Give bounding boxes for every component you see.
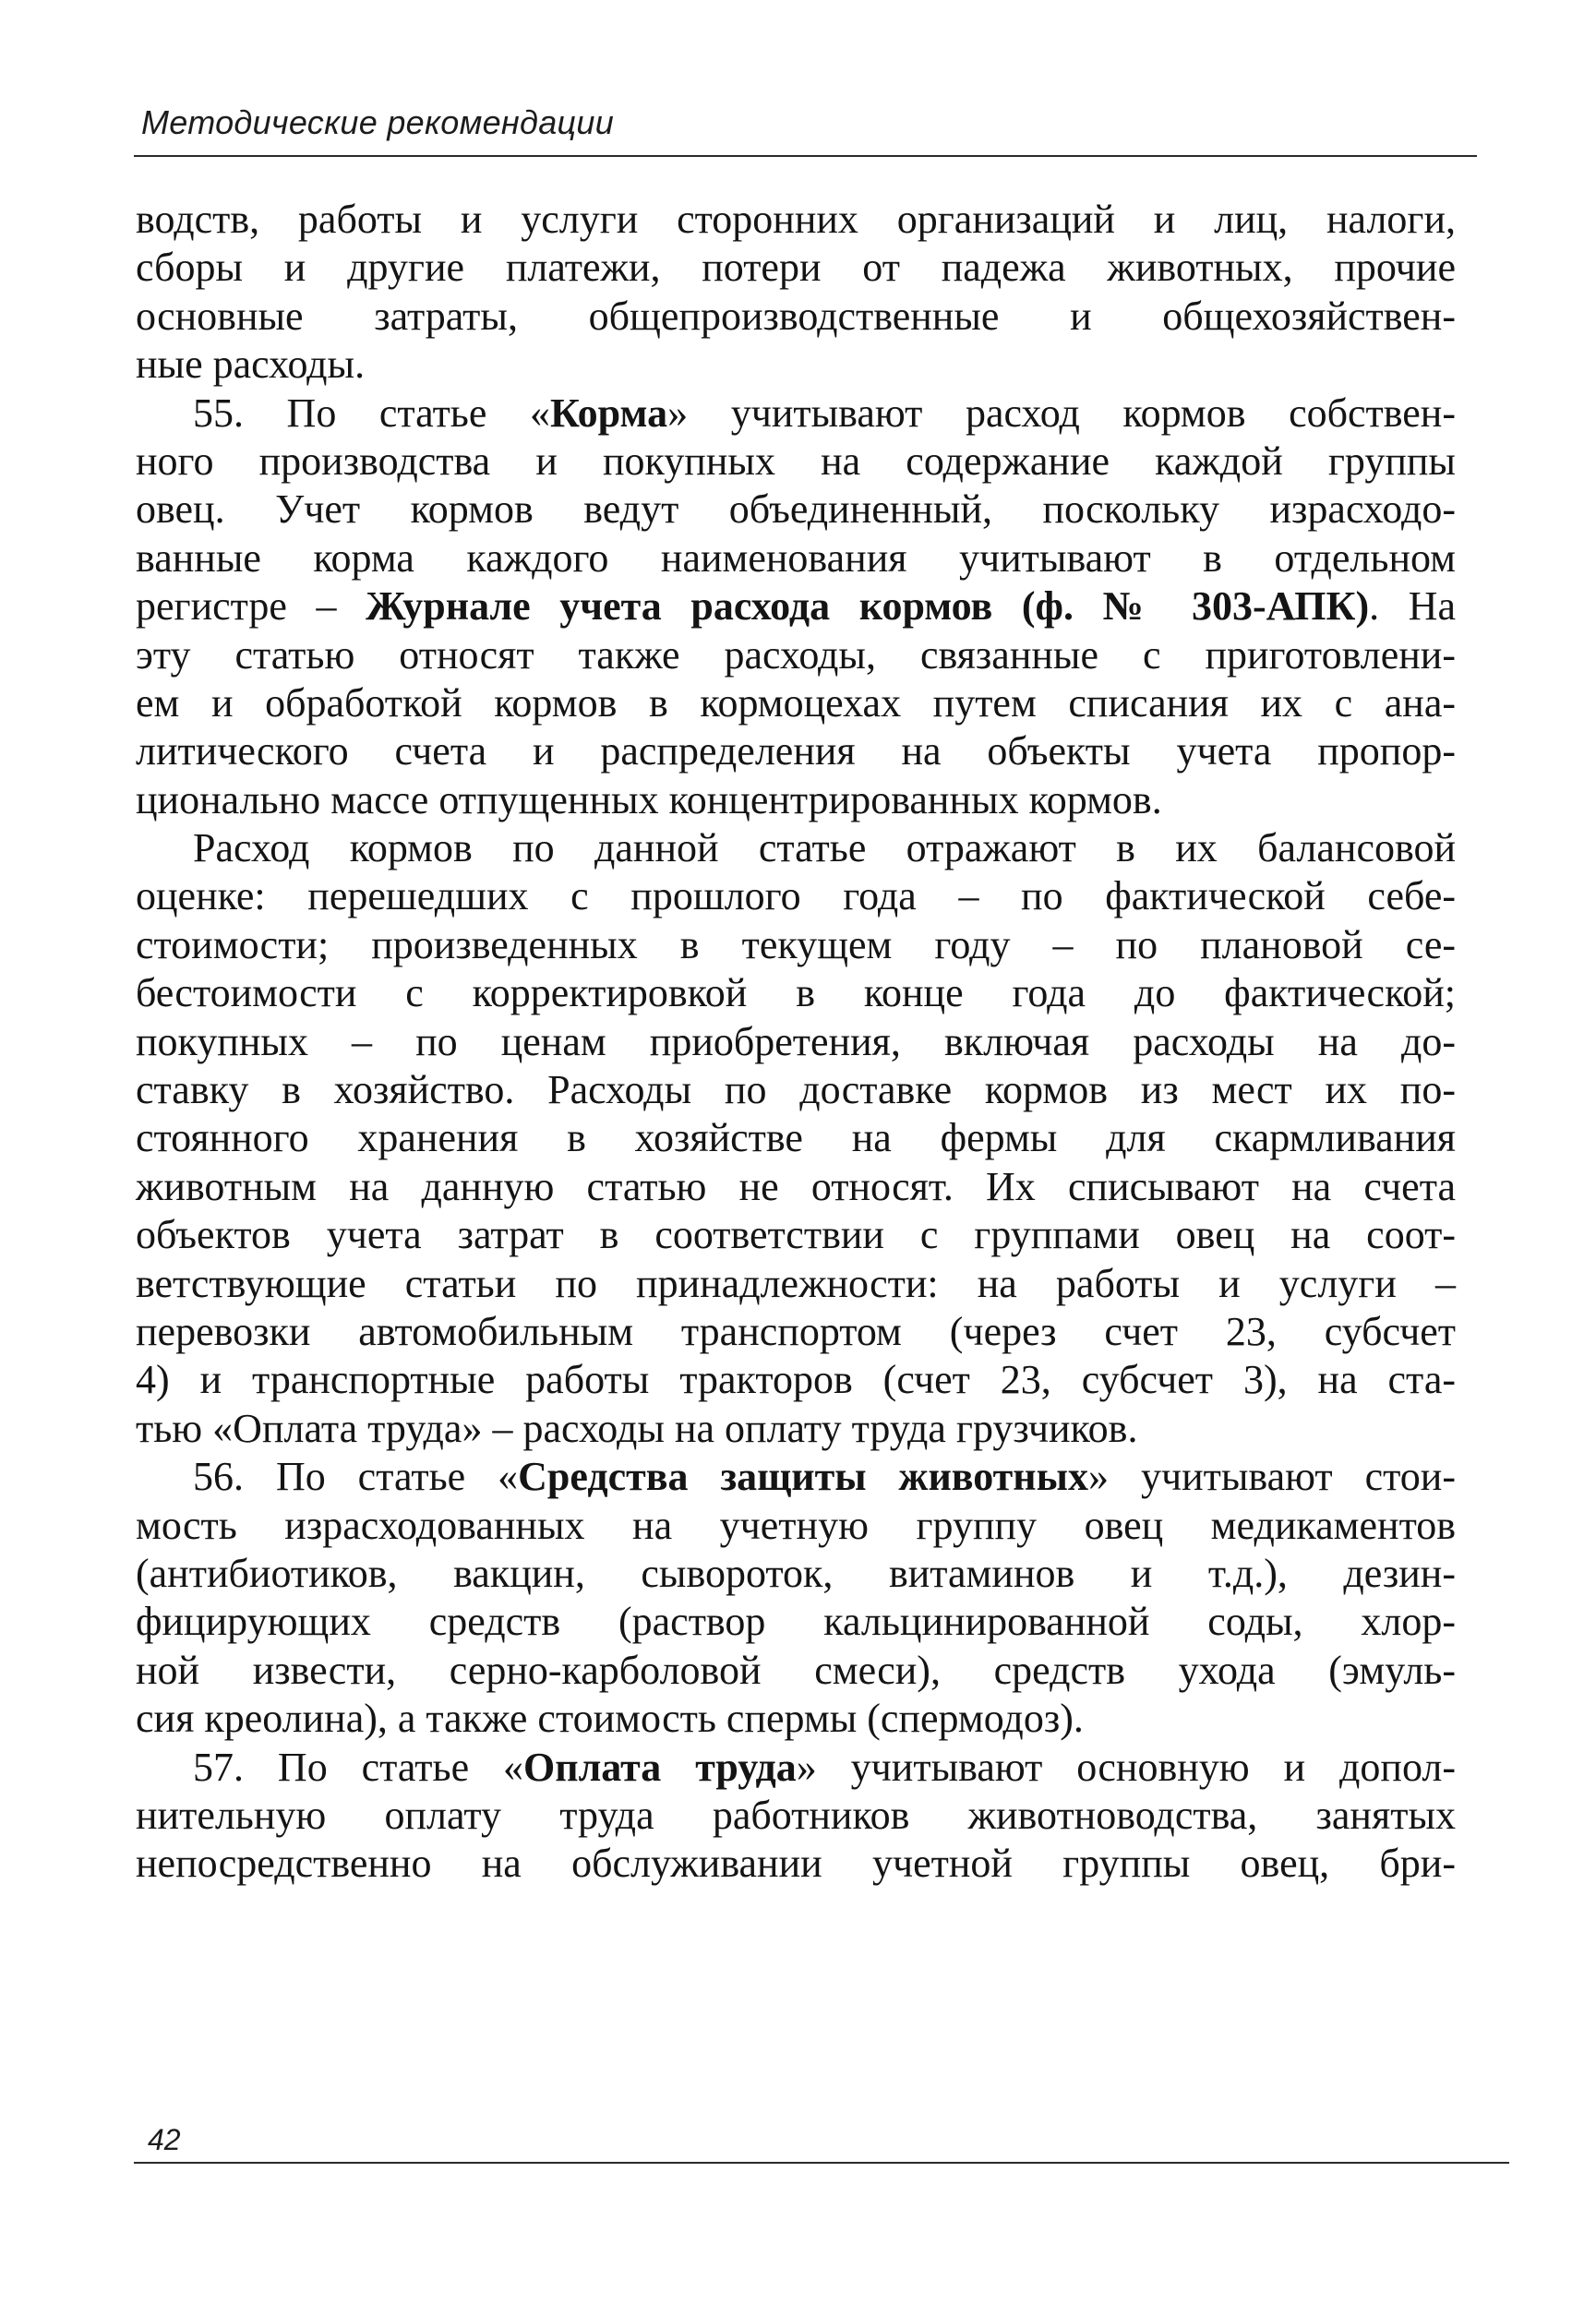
text-run: (антибиотиков, вакцин, сывороток, витаминов и т.д.), дезин- [136, 1550, 1456, 1596]
text-run: регистре – [136, 583, 366, 630]
text-line [136, 969, 1456, 1017]
text-line [136, 1550, 1456, 1598]
text-run: 4) и транспортные работы тракторов (счет 23, субсчет 3), на ста- [136, 1357, 1456, 1403]
header-divider [134, 155, 1477, 157]
text-run: эту статью относят также расходы, связанные с приготовлени- [136, 631, 1456, 678]
text-run: объектов учета затрат в соответствии с группами овец на соот- [136, 1212, 1456, 1258]
text-run: непосредственно на обслуживании учетной группы овец, бри- [136, 1841, 1456, 1887]
text-run: сия креолина), а также стоимость спермы (спермодоз). [136, 1696, 1084, 1742]
text-line [136, 293, 1456, 341]
text-run: фицирующих средств (раствор кальцинированной соды, хлор- [136, 1599, 1456, 1645]
text-run: 57. По статье « [193, 1744, 524, 1790]
text-run: нительную оплату труда работников животноводства, занятых [136, 1792, 1456, 1838]
text-run: ванные корма каждого наименования учитывают в отдельном [136, 534, 1456, 581]
text-line [136, 824, 1456, 872]
text-line [136, 872, 1456, 920]
page-number: 42 [148, 2123, 181, 2156]
text-line [136, 1502, 1456, 1550]
text-line [136, 631, 1456, 679]
text-run: Расход кормов по данной статье отражают в их балансовой [193, 825, 1456, 871]
text-run: стоянного хранения в хозяйстве на фермы для скармливания [136, 1115, 1456, 1161]
text-line [136, 1695, 1456, 1743]
text-run: ного производства и покупных на содержание каждой группы [136, 438, 1456, 484]
text-line [136, 1792, 1456, 1840]
text-line [136, 727, 1456, 775]
text-line [136, 776, 1456, 824]
text-line [136, 582, 1456, 630]
running-header: Методические рекомендации [141, 103, 615, 141]
text-line [136, 196, 1456, 244]
text-run: ной извести, серно-карболовой смеси), средств ухода (эмуль- [136, 1647, 1456, 1693]
bold-term: Корма [549, 390, 668, 436]
text-run: животным на данную статью не относят. Их списывают на счета [136, 1163, 1456, 1209]
text-run: ставку в хозяйство. Расходы по доставке кормов из мест их по- [136, 1067, 1456, 1113]
text-run: мость израсходованных на учетную группу овец медикаментов [136, 1502, 1456, 1548]
bold-term: Журнале учета расхода кормов (ф. № 303-АПК) [366, 583, 1370, 630]
text-run: бестоимости с корректировкой в конце года до фактической; [136, 970, 1456, 1016]
bold-term: Оплата труда [523, 1744, 797, 1790]
text-line [136, 1744, 1456, 1792]
text-line [136, 341, 1456, 389]
text-run: сборы и другие платежи, потери от падежа животных, прочие [136, 245, 1456, 291]
text-run: тью «Оплата труда» – расходы на оплату труда грузчиков. [136, 1405, 1138, 1451]
text-run: литического счета и распределения на объекты учета пропор- [136, 728, 1456, 774]
text-line [136, 1840, 1456, 1888]
text-run: ционально массе отпущенных концентрированных кормов. [136, 776, 1162, 822]
text-line [136, 1260, 1456, 1308]
text-line [136, 1308, 1456, 1356]
text-line [136, 921, 1456, 969]
text-line [136, 1647, 1456, 1695]
text-line [136, 390, 1456, 438]
text-run: овец. Учет кормов ведут объединенный, поскольку израсходо- [136, 486, 1456, 533]
text-line [136, 1163, 1456, 1211]
bold-term: Средства защиты животных [518, 1454, 1088, 1500]
text-run: » учитывают основную и допол- [796, 1744, 1456, 1790]
text-run: 55. По статье « [193, 390, 550, 436]
text-run: ные расходы. [136, 342, 366, 388]
text-line [136, 534, 1456, 582]
text-run: » учитывают стои- [1088, 1454, 1456, 1500]
text-line [136, 679, 1456, 727]
text-run: ем и обработкой кормов в кормоцехах путем списания их с ана- [136, 679, 1456, 726]
text-run: основные затраты, общепроизводственные и общехозяйствен- [136, 293, 1456, 339]
text-run: ветствующие статьи по принадлежности: на работы и услуги – [136, 1260, 1456, 1306]
text-line [136, 1356, 1456, 1404]
text-line [136, 1018, 1456, 1066]
text-run: стоимости; произведенных в текущем году – по плановой се- [136, 921, 1456, 967]
text-run: » учитывают расход кормов собствен- [667, 390, 1456, 436]
text-run: водств, работы и услуги сторонних организаций и лиц, налоги, [136, 197, 1456, 242]
text-line [136, 1598, 1456, 1646]
text-run: перевозки автомобильным транспортом (через счет 23, субсчет [136, 1308, 1456, 1354]
text-line [136, 1211, 1456, 1259]
text-run: покупных – по ценам приобретения, включая расходы на до- [136, 1018, 1456, 1064]
text-line [136, 244, 1456, 292]
text-run: . На [1369, 583, 1456, 630]
body-text [136, 196, 1456, 1889]
text-line [136, 486, 1456, 534]
text-line [136, 1405, 1456, 1453]
footer-divider [134, 2162, 1509, 2164]
text-line [136, 1114, 1456, 1162]
text-run: 56. По статье « [193, 1454, 519, 1500]
text-run: оценке: перешедших с прошлого года – по фактической себе- [136, 873, 1456, 919]
text-line [136, 438, 1456, 486]
text-line [136, 1066, 1456, 1114]
text-line [136, 1453, 1456, 1501]
